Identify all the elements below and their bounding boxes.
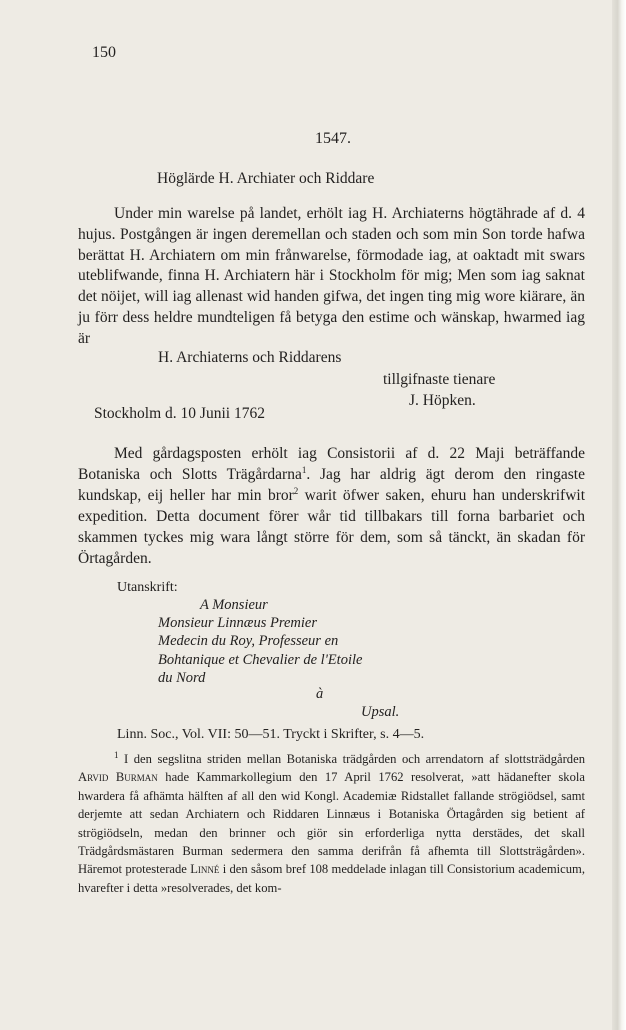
citation: Linn. Soc., Vol. VII: 50—51. Tryckt i Skrifter, s. 4—5. (117, 727, 425, 742)
address-line: du Nord (158, 670, 206, 686)
address-line: Medecin du Roy, Professeur en (158, 633, 339, 649)
footnote-part-c: i den såsom bref 108 meddelade inlagan till Consistorium academicum, hvarefter i detta »resolverades, det kom- (78, 862, 585, 895)
address-label: Utanskrift: (117, 580, 178, 595)
footnote-part-b: hade Kammarkollegium den 17 April 1762 resolverat, »att hädanefter skola hwardera få afhämta hälften af all den wid Kongl. Academiæ Ridstallet fallande strögiödsel, samt derjemte att sedan Archiatern och Riddaren Linnæus i Botaniska Örtagården sig betient af strögiödseln, medan den brinner och giör sin erforderliga nytta derstädes, det skall Trädgårdsmästaren Burman sedermera den samma derifrån få afhemta till Slottsträgården». Häremot protesterade (78, 770, 585, 877)
address-line: Monsieur Linnæus Premier (158, 615, 317, 631)
salutation: Höglärde H. Archiater och Riddare (157, 170, 375, 187)
address-line: Upsal. (361, 704, 400, 720)
paragraph-2-part-c: warit öfwer saken, ehuru han underskrifwit expedition. Detta document förer wår tid tillbakars till forna barbariet och skammen tyckes mig wara långt större för dem, som så tänckt, än skadan för Örtagården. (78, 487, 585, 567)
signature-line-1: tillgifnaste tienare (383, 371, 496, 388)
footnote-part-a: I den segslitna striden mellan Botaniska trädgården och arrendatorn af slottsträdgården (118, 752, 585, 766)
footnote (78, 750, 585, 897)
paragraph-2 (78, 443, 585, 569)
letter-number: 1547. (315, 130, 351, 147)
address-line: à (316, 686, 324, 702)
closing-line: H. Archiaterns och Riddarens (158, 349, 342, 366)
address-line: A Monsieur (200, 597, 268, 613)
letter-body (78, 204, 585, 350)
paragraph-2-part-b: . Jag har aldrig ägt derom den ringaste kundskap, eij heller har min bror (78, 466, 585, 504)
footnote-mark: 1 (114, 749, 119, 760)
footnote-ref-2: 2 (293, 485, 299, 496)
signature-name: J. Höpken. (409, 392, 476, 409)
paragraph-2-part-a: Med gårdagsposten erhölt iag Consistorii af d. 22 Maji beträffande Botaniska och Slotts Trägårdarna (78, 445, 585, 483)
footnote-ref-1: 1 (301, 464, 307, 475)
place-date: Stockholm d. 10 Junii 1762 (94, 405, 265, 422)
paragraph-1: Under min warelse på landet, erhölt iag H. Archiaterns högtährade af d. 4 hujus. Postgången är ingen deremellan och staden och som min Son torde hafwa berättat H. Archiatern om min frånwarelse, förmodade iag, at oaktadt mit swars uteblifwande, finna H. Archiatern här i Stockholm för mig; Men som iag saknat det nöijet, will iag allenast wid handen gifwa, det ingen ting mig wore kiärare, än ju förr dess heldre mundteligen få betyga den estime och wänskap, hwarmed iag är (78, 205, 585, 347)
postscript (78, 443, 585, 569)
footnote-name-burman: Arvid Burman (78, 770, 158, 785)
page-edge (612, 0, 626, 1030)
page-number: 150 (92, 44, 116, 61)
address-line: Bohtanique et Chevalier de l'Etoile (158, 652, 363, 668)
footnote-name-linne: Linné (190, 862, 220, 877)
footnotes (78, 750, 585, 897)
